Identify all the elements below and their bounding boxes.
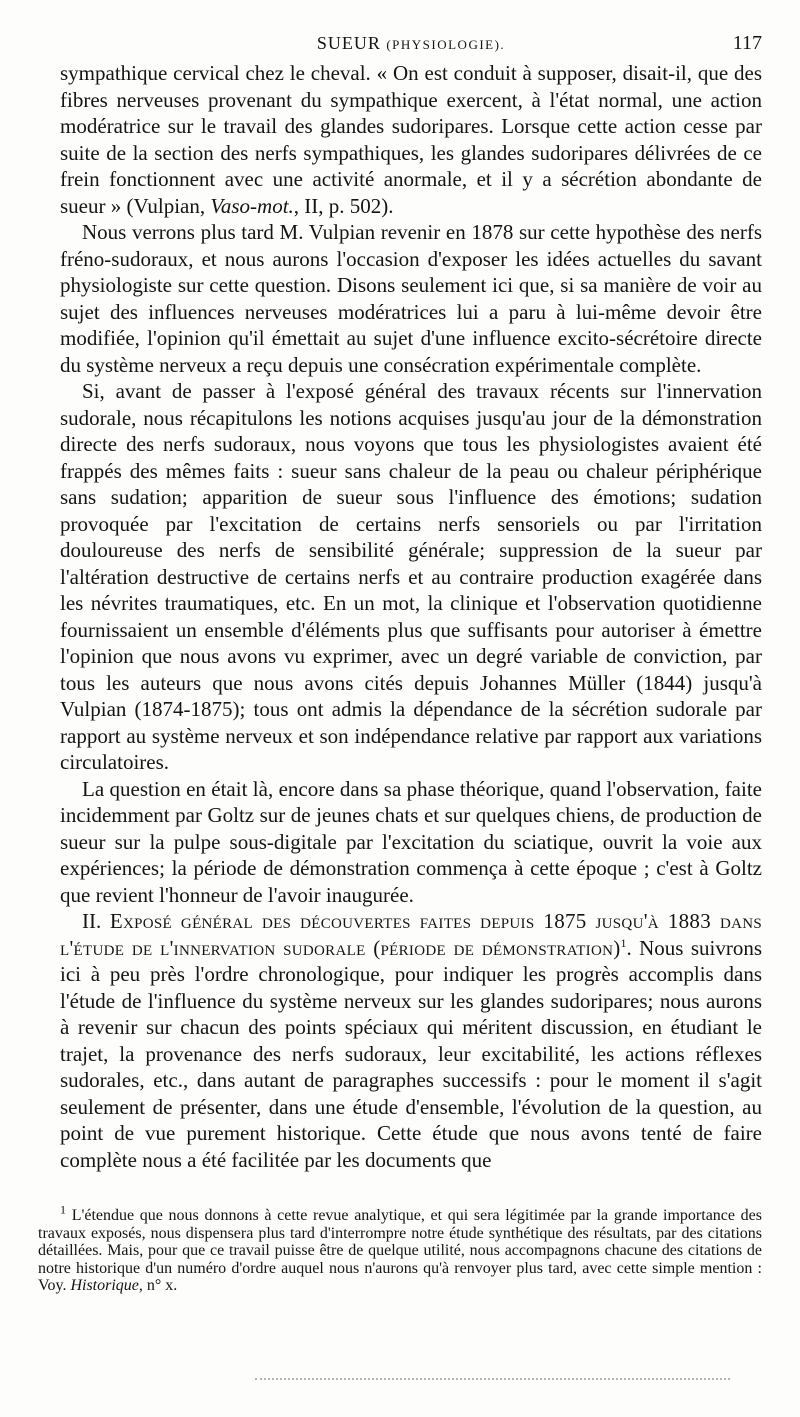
paragraph-1-citation: Vaso-mot. xyxy=(210,193,294,218)
footnote-1 xyxy=(38,1202,763,1295)
section-numeral: II. xyxy=(82,909,102,933)
bottom-dotted-rule xyxy=(255,1378,730,1380)
running-title-sub: (PHYSIOLOGIE). xyxy=(386,37,506,52)
footnote-citation: Historique xyxy=(70,1277,139,1294)
footnote-end: , n° x. xyxy=(138,1277,178,1294)
paragraph-5 xyxy=(60,908,762,1173)
running-title-main: SUEUR xyxy=(316,33,381,53)
footnote-marker: 1 xyxy=(60,1202,66,1217)
running-head xyxy=(60,30,762,56)
section-heading: Exposé général des découvertes faites depuis 1875 jusqu'à 1883 dans l'étude de l'innervation sudorale (période de démonstration) xyxy=(60,909,762,960)
paragraph-1-end: , II, p. 502). xyxy=(293,193,394,218)
footnote-reference: 1 xyxy=(620,935,627,950)
paragraph-2: Nous verrons plus tard M. Vulpian revenir en 1878 sur cette hypothèse des nerfs fréno-sudoraux, et nous aurons l'occasion d'exposer les idées actuelles du savant physiologiste sur cette question. Disons seulement ici que, si sa manière de voir au sujet des influences nerveuses modératrices lui a paru à lui-même devoir être modifiée, l'opinion qu'il émettait au sujet d'une influence excito-sécrétoire directe du système nerveux a reçu depuis une consécration expérimentale complète. xyxy=(60,220,762,377)
main-text xyxy=(60,60,762,1173)
paragraph-5-text: . Nous suivrons ici à peu près l'ordre chronologique, pour indiquer les progrès accomplis dans l'étude de l'influence du système nerveux sur les glandes sudoripares; nous aurons à revenir sur chacun des points spéciaux qui méritent discussion, en étudiant le trajet, la provenance des nerfs sudoraux, leur excitabilité, les actions réflexes sudorales, etc., dans autant de paragraphes successifs : pour le moment il s'agit seulement de présenter, dans une étude d'ensemble, l'évolution de la question, au point de vue purement historique. Cette étude que nous avons tenté de faire complète nous a été facilitée par les documents que xyxy=(60,935,763,1172)
footnotes xyxy=(38,1202,763,1295)
paragraph-3: Si, avant de passer à l'exposé général des travaux récents sur l'innervation sudorale, nous récapitulons les notions acquises jusqu'au jour de la démonstration directe des nerfs sudoraux, nous voyons que tous les physiologistes avaient été frappés des mêmes faits : sueur sans chaleur de la peau ou chaleur périphérique sans sudation; apparition de sueur sous l'influence des émotions; sudation provoquée par l'excitation de certains nerfs sensoriels ou par l'irritation douloureuse des nerfs de sensibilité générale; suppression de la sueur par l'altération destructive de certains nerfs et au contraire production exagérée dans les névrites traumatiques, etc. En un mot, la clinique et l'observation quotidienne fournissaient un ensemble d'éléments plus que suffisants pour autoriser à émettre l'opinion que nous avons vu exprimer, avec un degré variable de conviction, par tous les auteurs que nous avons cités depuis Johannes Müller (1844) jusqu'à Vulpian (1874-1875); tous ont admis la dépendance de la sécrétion sudorale par rapport au système nerveux et son indépendance relative par rapport aux variations circulatoires. xyxy=(60,379,762,774)
paragraph-1 xyxy=(60,60,762,219)
paragraph-4: La question en était là, encore dans sa phase théorique, quand l'observation, faite incidemment par Goltz sur de jeunes chats et sur quelques chiens, de production de sueur sur la pulpe sous-digitale par l'excitation du sciatique, ouvrit la voie aux expériences; la période de démonstration commença à cette époque ; c'est à Goltz que revient l'honneur de l'avoir inaugurée. xyxy=(60,776,762,907)
running-title xyxy=(60,30,762,58)
footnote-text: L'étendue que nous donnons à cette revue analytique, et qui sera légitimée par la grande importance des travaux exposés, nous dispensera plus tard d'interrompre notre étude synthétique des résultats, par des citations détaillées. Mais, pour que ce travail puisse être de quelque utilité, nous accompagnons chacune des citations de notre historique d'un numéro d'ordre auquel nous n'aurons qu'à renvoyer plus tard, avec cette simple mention : Voy. xyxy=(38,1207,763,1294)
paragraph-1-text: sympathique cervical chez le cheval. « On est conduit à supposer, disait-il, que des fibres nerveuses provenant du sympathique exercent, à l'état normal, une action modératrice sur le travail des glandes sudoripares. Lorsque cette action cesse par suite de la section des nerfs sympathiques, les glandes sudoripares délivrées de ce frein fonctionnent avec une activité anormale, et il y a sécrétion abondante de sueur » (Vulpian, xyxy=(60,61,762,218)
page-number: 117 xyxy=(732,32,762,54)
